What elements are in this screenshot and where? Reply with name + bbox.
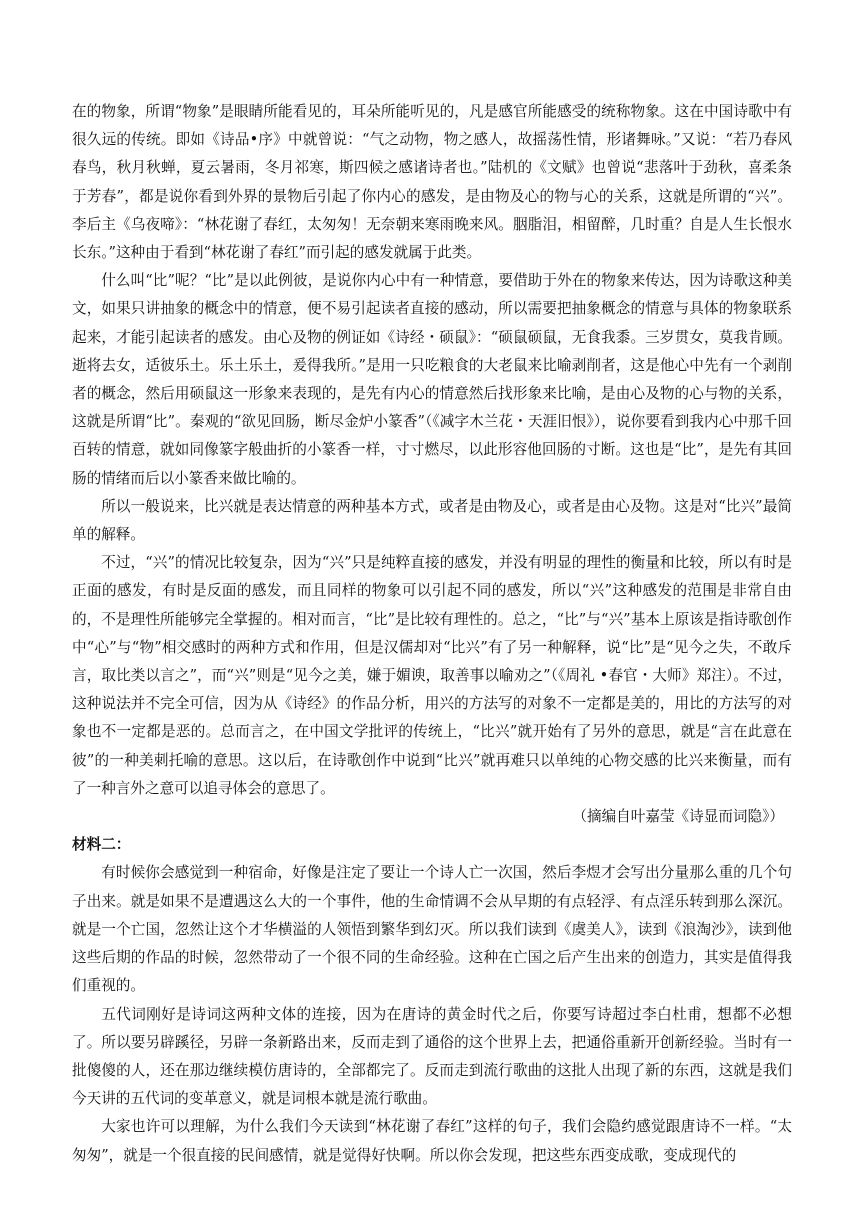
material1-paragraph-2: 什么叫“比”呢？“比”是以此例彼，是说你内心中有一种情意，要借助于外在的物象来传达，因为诗歌这种美文，如果只讲抽象的概念中的情意，便不易引起读者直接的感动，所以需要把抽象概念的情意与具体的物象联系起来，才能引起读者的感发。由心及物的例证如《诗经・硕鼠》：“硕鼠硕鼠，无食我黍。三岁贯女，莫我肯顾。逝将去女，适彼乐土。乐土乐土，爰得我所。”是用一只吃粮食的大老鼠来比喻剥削者，这是他心中先有一个剥削者的概念，然后用硕鼠这一形象来表现的，是先有内心的情意然后找形象来比喻，是由心及物的心与物的关系，这就是所谓“比”。秦观的“欲见回肠，断尽金炉小篆香”（《减字木兰花・天涯旧恨》），说你要看到我内心中那千回百转的情意，就如同像篆字般曲折的小篆香一样，寸寸燃尽，以此形容他回肠的寸断。这也是“比”，是先有其回肠的情绪而后以小篆香来做比喻的。 xyxy=(72,272,792,487)
material2-heading: 材料二： xyxy=(72,836,131,854)
material1-paragraph-4: 不过，“兴”的情况比较复杂，因为“兴”只是纯粹直接的感发，并没有明显的理性的衡量和比较，所以有时是正面的感发，有时是反面的感发，而且同样的物象可以引起不同的感发，所以“兴”这种感发的范围是非常自由的，不是理性所能够完全掌握的。相对而言，“比”是比较有理性的。总之，“比”与“兴”基本上原该是指诗歌创作中“心”与“物”相交感时的两种方式和作用，但是汉儒却对“比兴”有了另一种解释，说“比”是“见今之失，不敢斥言，取比类以言之”，而“兴”则是“见今之美，嫌于媚谀，取善事以喻劝之”（《周礼 •春官・大师》郑注）。不过，这种说法并不完全可信，因为从《诗经》的作品分析，用兴的方法写的对象不一定都是美的，用比的方法写的对象也不一定都是恶的。总而言之，在中国文学批评的传统上，“比兴”就开始有了另外的意思，就是“言在此意在彼”的一种美刺托喻的意思。这以后，在诗歌创作中说到“比兴”就再难只以单纯的心物交感的比兴来衡量，而有了一种言外之意可以追寻体会的意思了。 xyxy=(72,554,792,797)
material2-paragraph-2: 五代词刚好是诗词这两种文体的连接，因为在唐诗的黄金时代之后，你要写诗超过李白杜甫，想都不必想了。所以要另辟蹊径，另辟一条新路出来，反而走到了通俗的这个世界上去，把通俗重新开创新经验。当时有一批傻傻的人，还在那边继续模仿唐诗的，全部都完了。反而走到流行歌曲的这批人出现了新的东西，这就是我们今天讲的五代词的变革意义，就是词根本就是流行歌曲。 xyxy=(72,1005,792,1108)
material1-source: （摘编自叶嘉莹《诗显而词隐》） xyxy=(572,808,784,826)
document-page xyxy=(72,98,792,1170)
material1-paragraph-1: 在的物象，所谓“物象”是眼睛所能看见的，耳朵所能听见的，凡是感官所能感受的统称物象。这在中国诗歌中有很久远的传统。即如《诗品•序》中就曾说：“气之动物，物之感人，故摇荡性情，形诸舞咏。”又说：“若乃春风春鸟，秋月秋蝉，夏云暑雨，冬月祁寒，斯四候之感诸诗者也。”陆机的《文赋》也曾说“悲落叶于劲秋，喜柔条于芳春”，都是说你看到外界的景物后引起了你内心的感发，是由物及心的物与心的关系，这就是所谓的“兴”。李后主《乌夜啼》：“林花谢了春红，太匆匆！无奈朝来寒雨晚来风。胭脂泪，相留醉，几时重？自是人生长恨水长东。”这种由于看到“林花谢了春红”而引起的感发就属于此类。 xyxy=(72,103,792,262)
material2-paragraph-3: 大家也许可以理解，为什么我们今天读到“林花谢了春红”这样的句子，我们会隐约感觉跟唐诗不一样。“太匆匆”，就是一个很直接的民间感情，就是觉得好快啊。所以你会发现，把这些东西变成歌，变成现代的 xyxy=(72,1118,792,1164)
material2-paragraph-1: 有时候你会感觉到一种宿命，好像是注定了要让一个诗人亡一次国，然后李煜才会写出分量那么重的几个句子出来。就是如果不是遭遇这么大的一个事件，他的生命情调不会从早期的有点轻浮、有点淫乐转到那么深沉。就是一个亡国，忽然让这个才华横溢的人领悟到繁华到幻灭。所以我们读到《虞美人》，读到《浪淘沙》，读到他这些后期的作品的时候，忽然带动了一个很不同的生命经验。这种在亡国之后产生出来的创造力，其实是值得我们重视的。 xyxy=(72,864,792,995)
material1-paragraph-3: 所以一般说来，比兴就是表达情意的两种基本方式，或者是由物及心，或者是由心及物。这是对“比兴”最简单的解释。 xyxy=(72,497,792,544)
